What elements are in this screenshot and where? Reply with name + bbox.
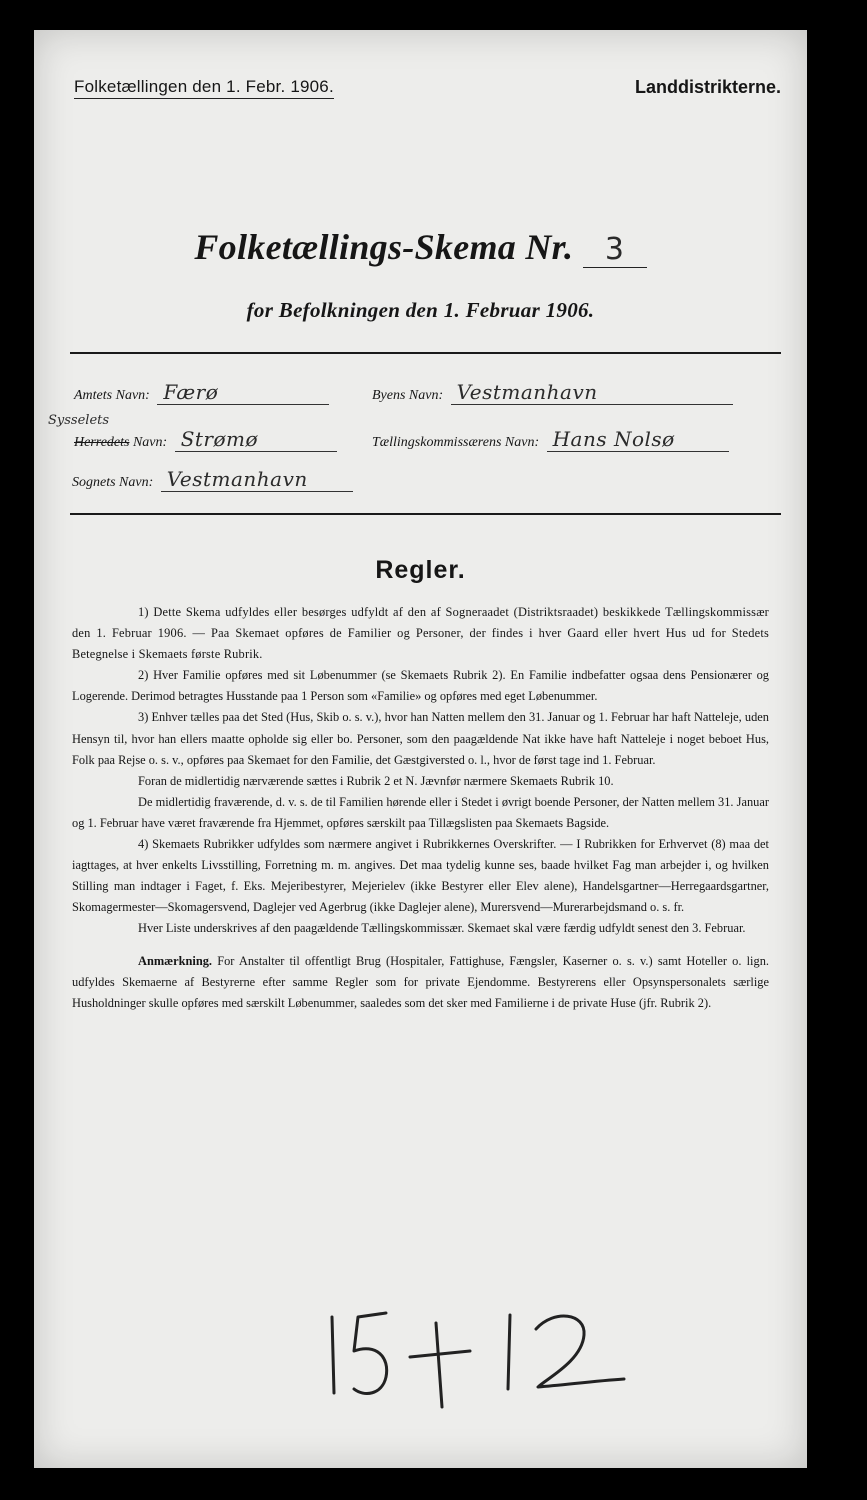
herred-value: Strømø — [175, 427, 337, 452]
rule-paragraph: 4) Skemaets Rubrikker udfyldes som nærmere angivet i Rubrikkernes Overskrifter. — I Rubrikken for Erhvervet (8) maa det iagttages, at hver enkelts Livsstilling, Forretning m. m. angives. Det maa tydelig kunne ses, baade hvilket Fag man arbejder i, og hvilken Stilling man indtager i Faget, f. Eks. Mejeribestyrer, Mejerielev (ikke Bestyrer eller Elev alene), Handelsgartner—Herregaardsgartner, Skomagermester—Skomagersvend, Daglejer ved Agerbrug (ikke Daglejer alene), Murersvend—Murerarbejdsmand o. s. fr. — [72, 837, 769, 915]
census-form-page — [34, 30, 807, 1468]
herred-label: Navn: — [132, 435, 168, 450]
rule-paragraph: 2) Hver Familie opføres med sit Løbenummer (se Skemaets Rubrik 2). En Familie indbefatter ogsaa dens Pensionærer og Logerende. Derimod betragtes Husstande paa 1 Person som «Familie» og opføres med eget Løbenummer. — [72, 668, 769, 704]
rule-paragraph: 3) Enhver tælles paa det Sted (Hus, Skib o. s. v.), hvor han Natten mellem den 31. Januar og 1. Februar har haft Natteleje, uden Hensyn til, hvor han ellers maatte opholde sig eller bo. Personer, som den paagældende Nat ikke have haft Natteleje i noget beboet Hus, Folk paa Rejse o. s. v., opføres paa Skemaet for den Familie, det Gæstgiversted o. l., hvor de først tage ind 1. Februar. — [72, 710, 769, 767]
kommissaer-field — [372, 427, 729, 452]
byens-field — [372, 380, 733, 405]
form-title-text: Folketællings-Skema Nr. — [194, 227, 574, 267]
rule-paragraph: Foran de midlertidig nærværende sættes i Rubrik 2 et N. Jævnfør nærmere Skemaets Rubrik 10. — [138, 773, 614, 788]
herred-field — [74, 427, 337, 452]
sogn-field — [72, 467, 353, 492]
rule-paragraph: 1) Dette Skema udfyldes eller besørges udfyldt af den af Sogneraadet (Distriktsraadet) beskikkede Tællingskommissær den 1. Februar 1906. — Paa Skemaet opføres de Familier og Personer, der findes i hver Gaard eller hvert Hus ud for Stedets Betegnelse i Skemaets første Rubrik. — [72, 605, 769, 662]
amt-field — [74, 380, 329, 405]
kommissaer-value: Hans Nolsø — [547, 427, 729, 452]
note-text: For Anstalter til offentligt Brug (Hospitaler, Fattighuse, Fængsler, Kaserner o. s. v.) samt Hoteller o. lign. udfyldes Skemaerne af Bestyrerne efter samme Regler som for private Ejendomme. Bestyrerens eller Opsynspersonalets særlige Husholdninger skulle opføres med særskilt Løbenummer, saaledes som det sker med Familierne i de private Huse (jfr. Rubrik 2). — [72, 953, 769, 1010]
top-divider — [70, 352, 781, 354]
census-header-date: Folketællingen den 1. Febr. 1906. — [74, 77, 334, 99]
sogn-label: Sognets Navn: — [72, 475, 154, 490]
note-label: Anmærkning. — [138, 953, 213, 968]
byens-value: Vestmanhavn — [451, 380, 733, 405]
sogn-value: Vestmanhavn — [161, 467, 353, 492]
form-number: 3 — [583, 232, 647, 268]
amt-label: Amtets Navn: — [74, 388, 150, 403]
form-subtitle: for Befolkningen den 1. Februar 1906. — [246, 298, 595, 322]
herred-struck-label: Herredets — [74, 435, 130, 450]
form-title — [34, 226, 807, 268]
district-type-header: Landdistrikterne. — [634, 77, 781, 97]
rules-heading: Regler. — [375, 556, 466, 584]
byens-label: Byens Navn: — [372, 388, 444, 403]
bottom-divider — [70, 513, 781, 515]
rule-paragraph: De midlertidig fraværende, d. v. s. de til Familien hørende eller i Stedet i øvrigt boende Personer, der Natten mellem 31. Januar og 1. Februar have været fraværende fra Hjemmet, opføres særskilt paa Tillægslisten paa Skemaets Bagside. — [72, 794, 769, 830]
kommissaer-label: Tællingskommissærens Navn: — [372, 435, 540, 450]
note-paragraph — [72, 951, 769, 1014]
rules-text — [72, 602, 769, 1014]
handwritten-total-mark — [324, 1305, 634, 1415]
herred-correction: Sysselets — [48, 413, 110, 428]
rule-paragraph: Hver Liste underskrives af den paagældende Tællingskommissær. Skemaet skal være færdig udfyldt senest den 3. Februar. — [138, 921, 746, 936]
amt-value: Færø — [157, 380, 329, 405]
